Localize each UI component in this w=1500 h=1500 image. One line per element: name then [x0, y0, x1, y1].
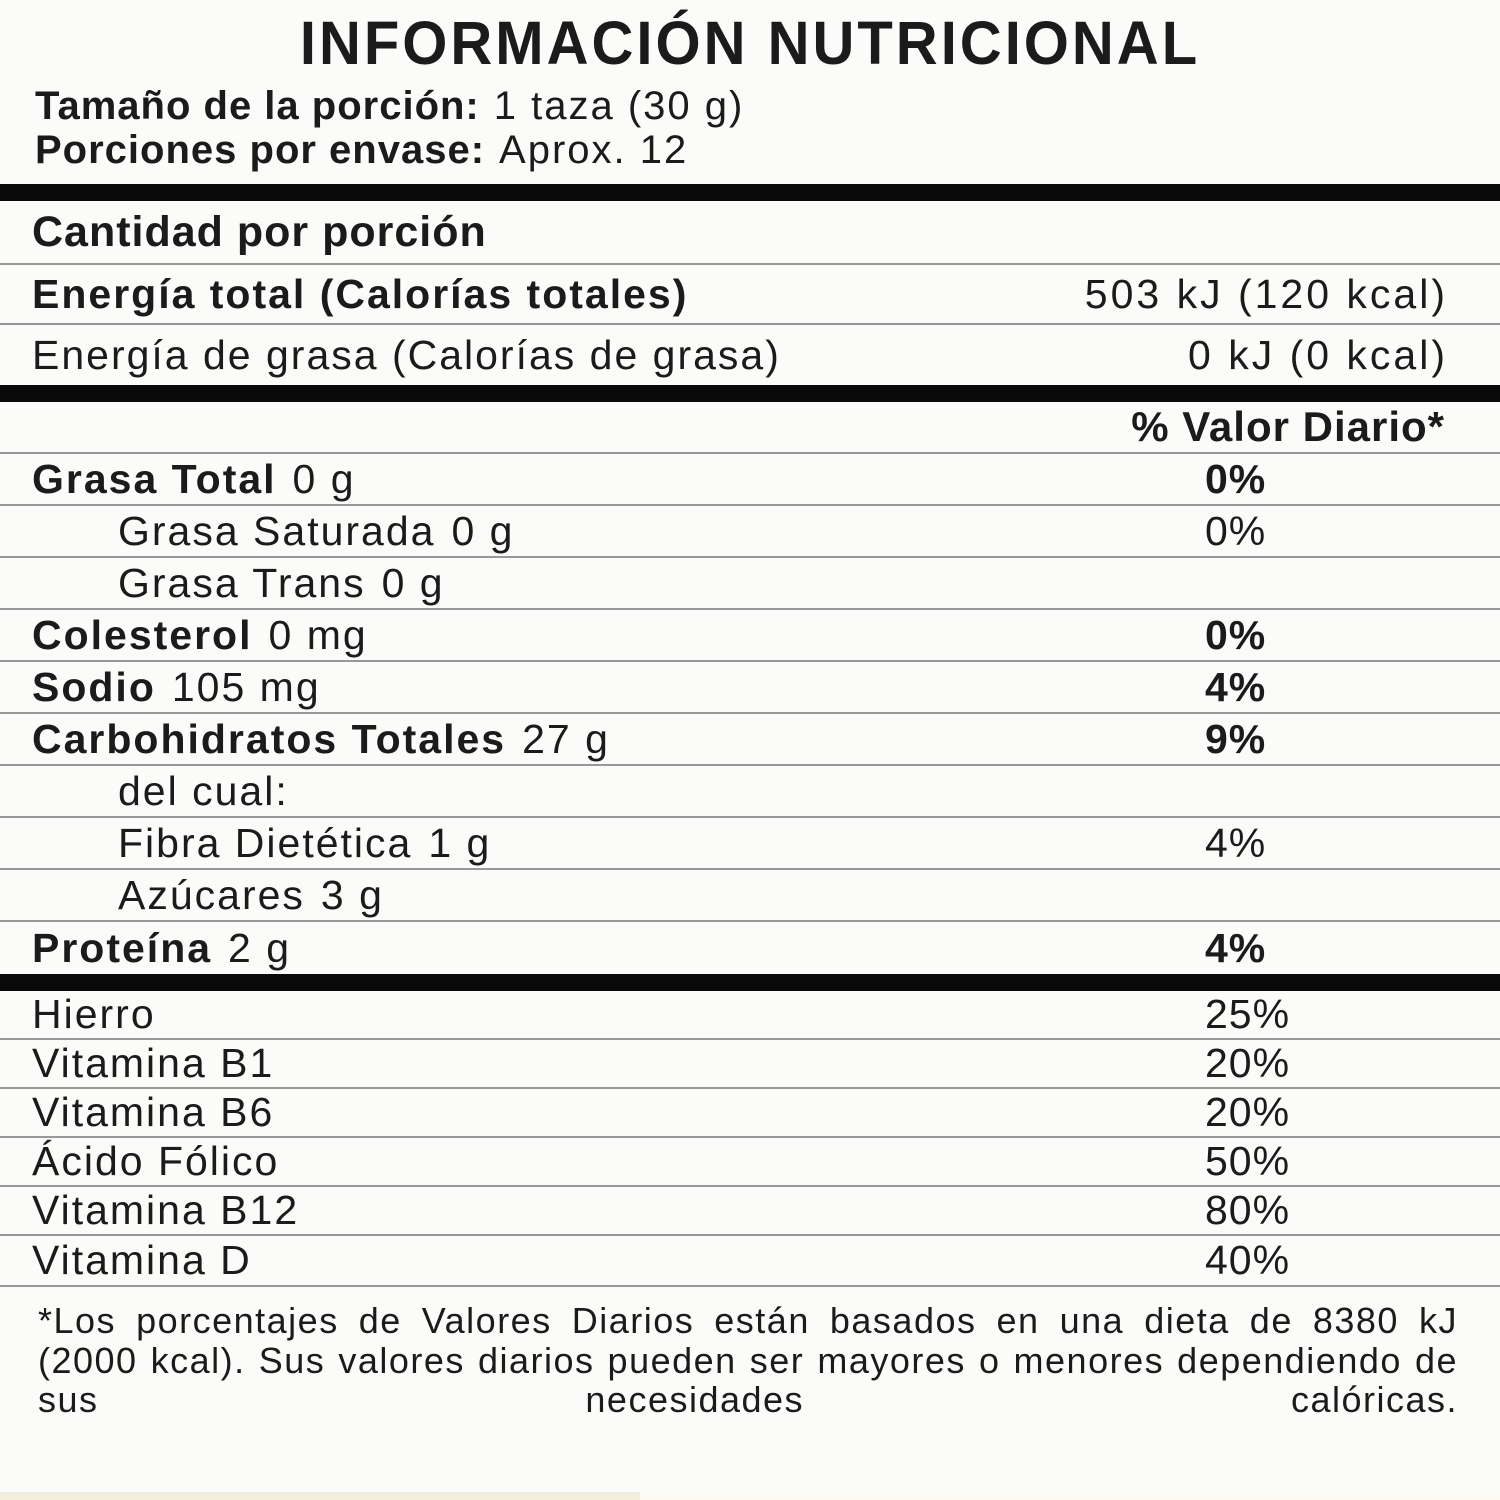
nutrient-dv: 9%	[1205, 715, 1267, 762]
servings-per-container-line	[35, 128, 1465, 172]
nutrient-amount: 1 g	[428, 819, 492, 866]
micronutrient-dv: 40%	[1205, 1237, 1291, 1283]
energy-total-value: 503 kJ (120 kcal)	[1084, 270, 1448, 317]
micronutrient-name: Vitamina B6	[32, 1089, 275, 1135]
nutrient-name: Grasa Saturada	[118, 507, 436, 554]
nutrient-amount: 2 g	[228, 924, 292, 971]
row-vitamina-d	[0, 1236, 1500, 1285]
nutrient-amount: 0 mg	[268, 611, 368, 658]
micronutrient-name: Vitamina B1	[32, 1040, 275, 1086]
row-grasa-trans	[0, 558, 1500, 610]
nutrient-name: Azúcares	[118, 871, 305, 918]
nutrient-dv: 0%	[1205, 611, 1267, 658]
serving-size-value: 1 taza (30 g)	[493, 84, 745, 128]
energy-total-name: Energía total (Calorías totales)	[32, 270, 689, 317]
row-carbohidratos	[0, 714, 1500, 766]
row-sodio	[0, 662, 1500, 714]
micronutrient-name: Hierro	[32, 991, 156, 1037]
nutrient-dv: 4%	[1205, 924, 1267, 971]
nutrient-name: Grasa Trans	[118, 559, 366, 606]
row-energia-grasa	[0, 325, 1500, 385]
energy-fat-name: Energía de grasa (Calorías de grasa)	[32, 331, 781, 378]
servings-per-container-label: Porciones por envase:	[35, 128, 486, 172]
row-acido-folico	[0, 1138, 1500, 1187]
nutrient-name: del cual:	[118, 767, 289, 814]
nutrient-name: Grasa Total	[32, 455, 277, 502]
row-fibra	[0, 818, 1500, 870]
nutrient-amount: 0 g	[292, 455, 356, 502]
daily-value-footnote: *Los porcentajes de Valores Diarios están basados en una dieta de 8380 kJ (2000 kcal). Sus valores diarios pueden ser mayores o menores dependiendo de sus necesidades calóricas.	[0, 1285, 1500, 1459]
amount-per-serving-header	[0, 201, 1500, 265]
package-edge-strip	[0, 1492, 640, 1500]
micronutrient-dv: 25%	[1205, 991, 1291, 1037]
micronutrient-dv: 80%	[1205, 1187, 1291, 1233]
label-title: INFORMACIÓN NUTRICIONAL	[299, 9, 1201, 78]
nutrient-amount: 0 g	[381, 559, 445, 606]
label-header	[0, 0, 1500, 172]
nutrient-name: Sodio	[32, 663, 156, 710]
nutrient-name: Fibra Dietética	[118, 819, 413, 866]
section-divider-bar	[0, 184, 1500, 201]
row-colesterol	[0, 610, 1500, 662]
daily-value-header	[0, 402, 1500, 454]
row-vitamina-b1	[0, 1040, 1500, 1089]
package-edge-strip	[640, 1496, 1500, 1500]
nutrient-amount: 27 g	[522, 715, 610, 762]
section-divider-bar	[0, 974, 1500, 991]
row-vitamina-b12	[0, 1187, 1500, 1236]
nutrient-amount: 0 g	[451, 507, 515, 554]
nutrient-amount: 3 g	[320, 871, 384, 918]
micronutrient-name: Vitamina D	[32, 1237, 252, 1283]
nutrient-name: Colesterol	[32, 611, 253, 658]
nutrient-name: Proteína	[32, 924, 213, 971]
serving-size-label: Tamaño de la porción:	[35, 84, 480, 128]
row-vitamina-b6	[0, 1089, 1500, 1138]
nutrient-amount: 105 mg	[171, 663, 321, 710]
serving-size-line	[35, 84, 1465, 128]
row-proteina	[0, 922, 1500, 974]
row-grasa-saturada	[0, 506, 1500, 558]
row-del-cual	[0, 766, 1500, 818]
nutrient-dv: 4%	[1205, 663, 1267, 710]
row-grasa-total	[0, 454, 1500, 506]
micronutrient-dv: 50%	[1205, 1138, 1291, 1184]
micronutrient-dv: 20%	[1205, 1040, 1291, 1086]
amount-per-serving-text: Cantidad por porción	[32, 207, 487, 256]
micronutrient-name: Ácido Fólico	[32, 1138, 280, 1184]
nutrient-dv: 0%	[1205, 455, 1267, 502]
servings-per-container-value: Aprox. 12	[499, 128, 689, 172]
section-divider-bar	[0, 385, 1500, 402]
micronutrient-name: Vitamina B12	[32, 1187, 300, 1233]
nutrient-name: Carbohidratos Totales	[32, 715, 507, 762]
nutrient-dv: 4%	[1205, 819, 1267, 866]
nutrient-dv: 0%	[1205, 507, 1267, 554]
micronutrient-dv: 20%	[1205, 1089, 1291, 1135]
row-hierro	[0, 991, 1500, 1040]
row-energia-total	[0, 265, 1500, 325]
row-azucares	[0, 870, 1500, 922]
energy-fat-value: 0 kJ (0 kcal)	[1188, 331, 1448, 378]
daily-value-header-text: % Valor Diario*	[1131, 403, 1445, 450]
